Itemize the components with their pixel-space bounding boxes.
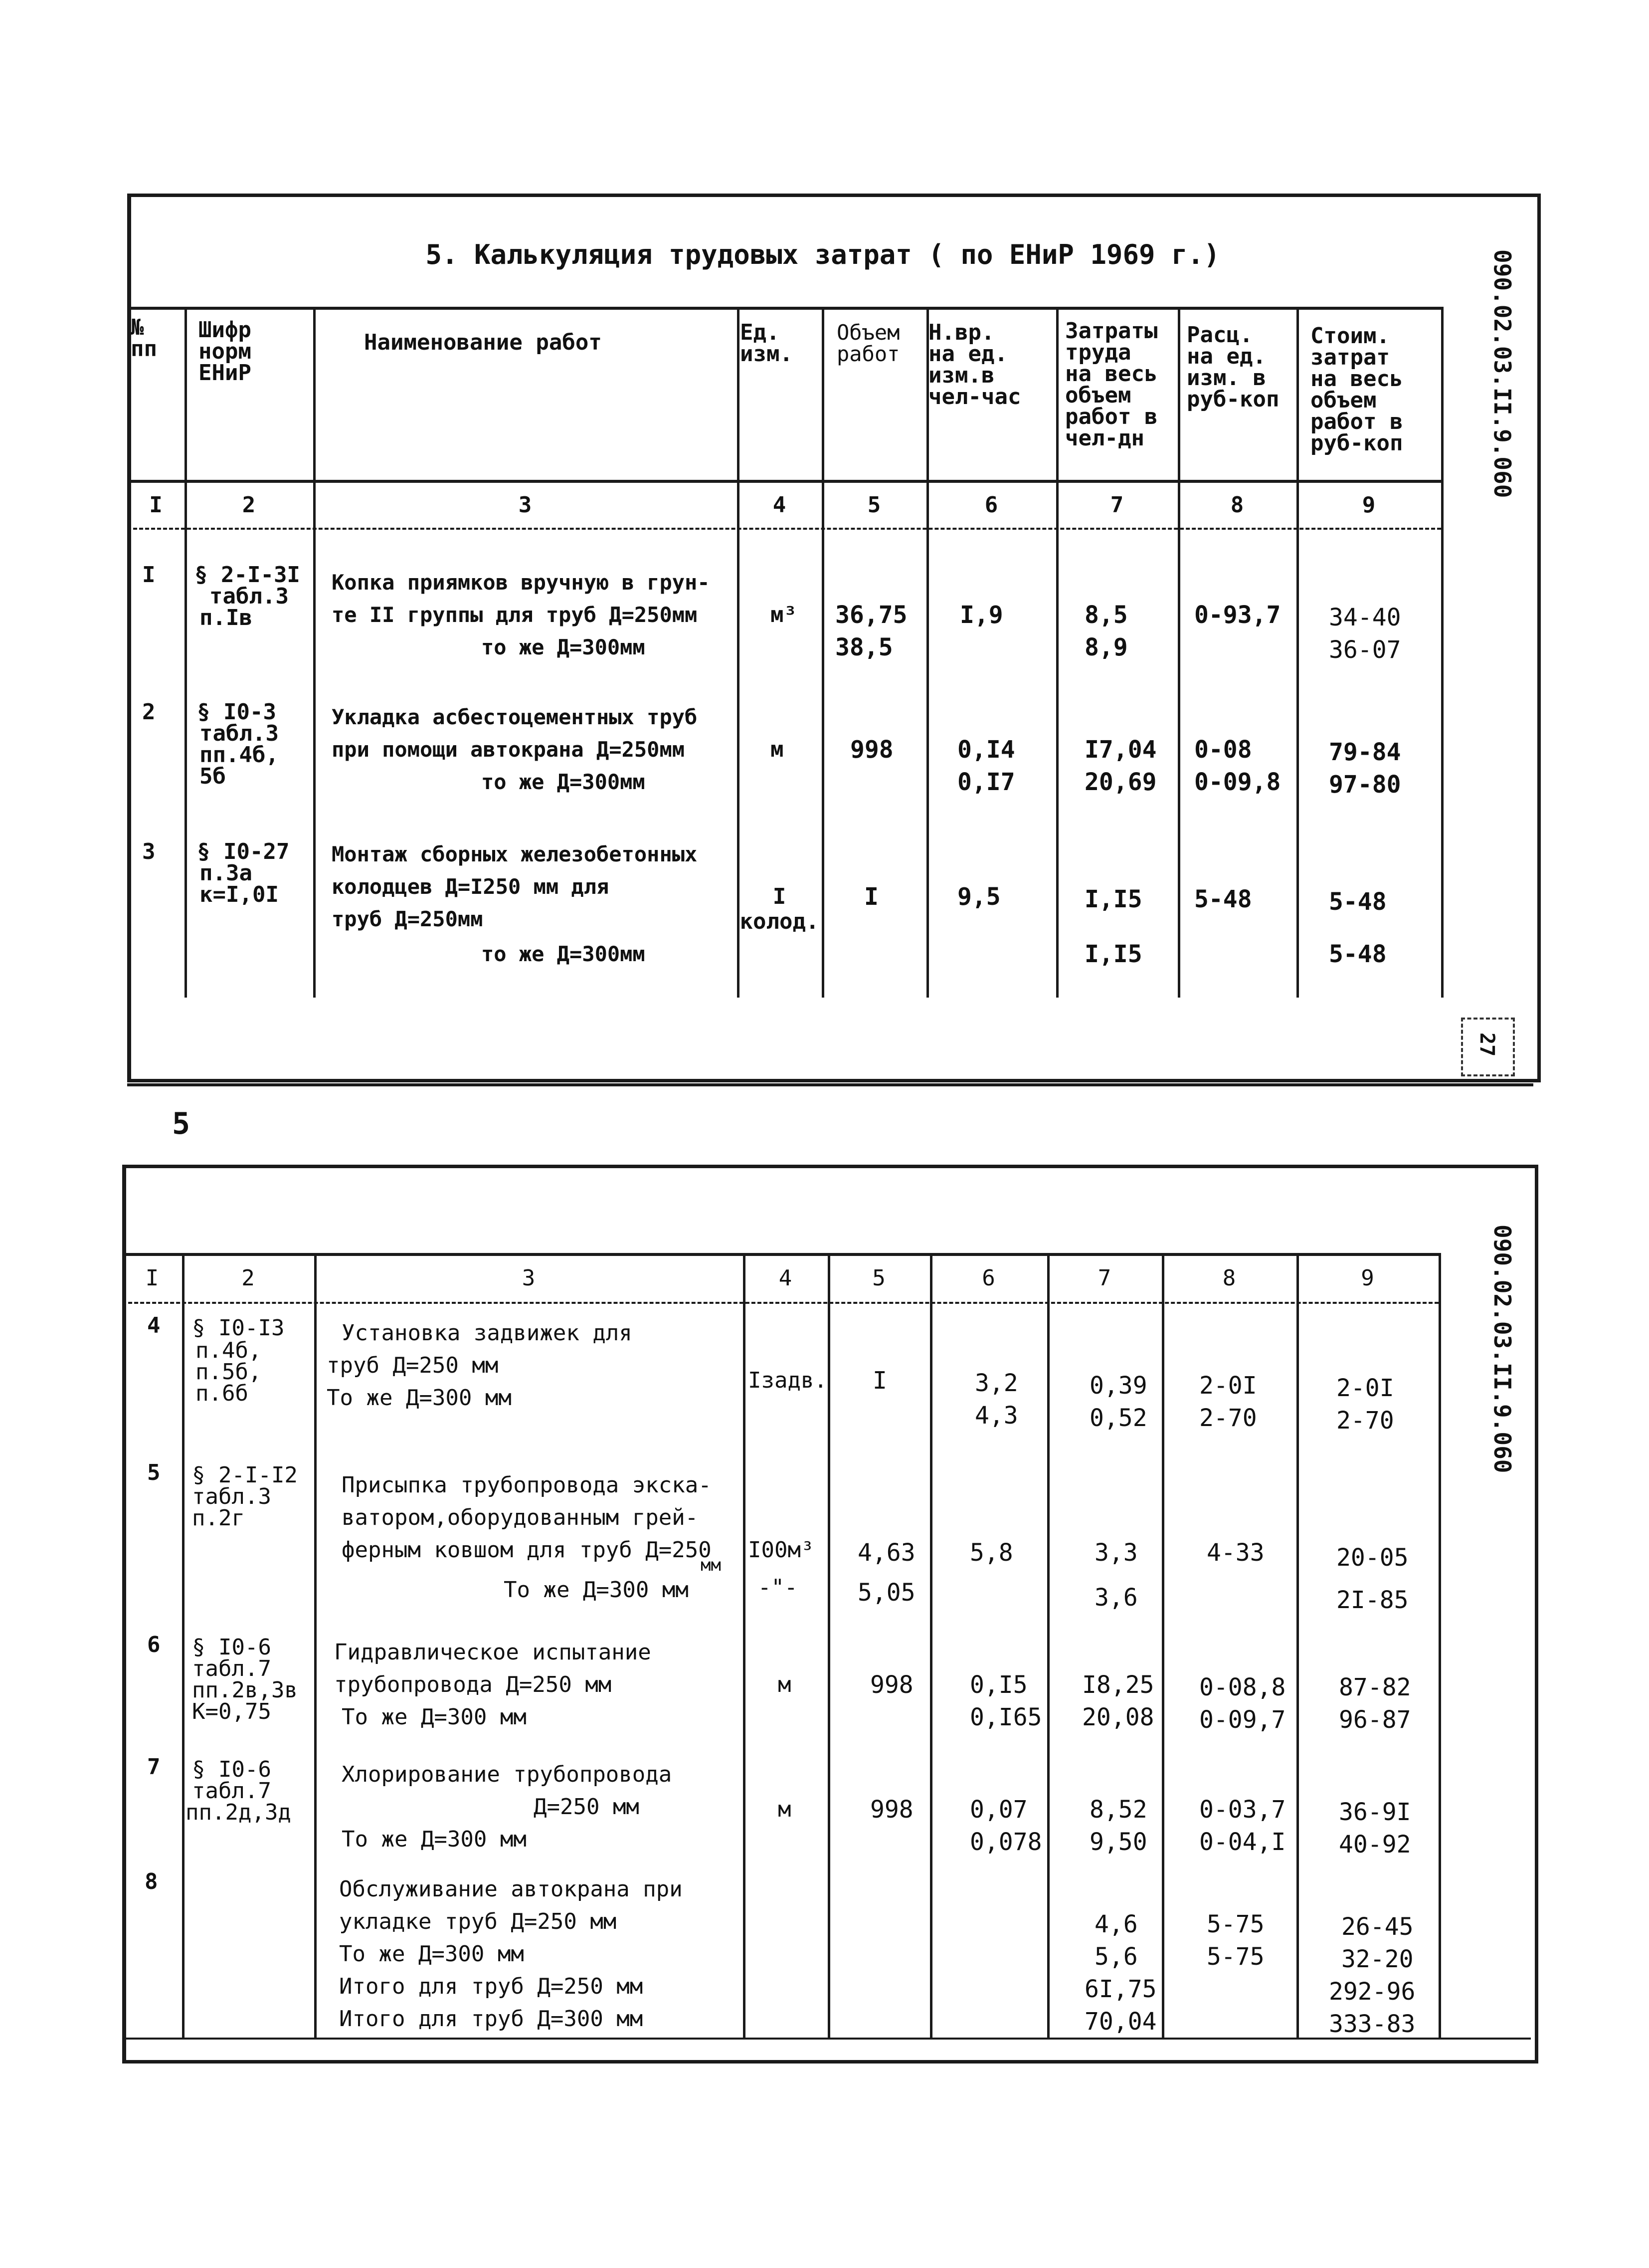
- table1-header-rate: Расц. на ед. изм. в руб-коп: [1187, 322, 1280, 412]
- table1-header-cost: Стоим. затрат на весь объем работ в руб-коп: [1310, 323, 1403, 456]
- table1-row3-name: Монтаж сборных железобетонных: [332, 842, 698, 866]
- table2-row4-volume: I: [873, 1367, 887, 1395]
- table1-row2-unit: м: [770, 737, 784, 762]
- table2-row6-labor: I8,25: [1082, 1671, 1154, 1699]
- table2-row8-labor: 5,6: [1095, 1943, 1138, 1971]
- table2-row7-number: 7: [147, 1754, 161, 1780]
- table1-col-line-2: [313, 307, 316, 998]
- table1-col-line-6: [1056, 307, 1059, 998]
- table1-row2-number: 2: [142, 699, 156, 725]
- table2-col-line-9: [1439, 1253, 1441, 2039]
- table2-row4-rate: 2-0I: [1199, 1372, 1257, 1400]
- table2-row4-name: труб Д=250 мм: [327, 1353, 499, 1378]
- table2-row8-number: 8: [145, 1869, 158, 1894]
- table1-row1-cost: 36-07: [1329, 636, 1401, 664]
- table2-row4-name: То же Д=300 мм: [327, 1385, 512, 1411]
- table2-row8-labor: 4,6: [1095, 1910, 1138, 1938]
- table2-row5-unit: -"-: [758, 1575, 798, 1600]
- table2-row6-code: табл.7: [192, 1656, 271, 1681]
- table1-colnum-5: 5: [867, 492, 881, 518]
- table1-header-labor: Затраты труда на весь объем работ в чел-дн: [1065, 318, 1158, 451]
- table1-row2-labor: I7,04: [1085, 736, 1157, 764]
- table1-header-top-rule: [127, 307, 1441, 310]
- table2-row4-labor: 0,52: [1090, 1404, 1147, 1432]
- table2-row7-name: Хлорирование трубопровода: [342, 1762, 672, 1787]
- total-labor-d300: 70,04: [1085, 2008, 1157, 2036]
- table2-row6-name: Гидравлическое испытание: [334, 1640, 651, 1665]
- table2-row7-norm: 0,078: [970, 1828, 1042, 1856]
- table2-row4-number: 4: [147, 1313, 161, 1338]
- table2-top-inner-rule: [122, 1253, 1439, 1256]
- table2-row6-rate: 0-09,7: [1199, 1706, 1286, 1734]
- table2-row6-cost: 96-87: [1339, 1706, 1411, 1734]
- table2-row5-code: п.2г: [192, 1505, 245, 1531]
- table2-row5-labor: 3,3: [1095, 1539, 1138, 1567]
- table1-row3-code: п.3а: [199, 860, 252, 886]
- table2-row4-code: п.5б,: [195, 1359, 262, 1385]
- table2-row5-volume: 4,63: [858, 1539, 916, 1567]
- table1-colnum-1: I: [149, 492, 163, 518]
- table2-row5-unit: I00м³: [748, 1537, 814, 1563]
- table2-row6-cost: 87-82: [1339, 1673, 1411, 1701]
- total-row-d300: Итого для труб Д=300 мм: [339, 2006, 643, 2032]
- table2-row8-name: Обслуживание автокрана при: [339, 1876, 683, 1902]
- table1-row1-rate: 0-93,7: [1194, 601, 1281, 629]
- total-cost-d250: 292-96: [1329, 1978, 1416, 2006]
- table1-row2-code: пп.4б,: [199, 742, 279, 768]
- table2-row5-norm: 5,8: [970, 1539, 1013, 1567]
- table1-row2-norm: 0,I4: [957, 736, 1015, 764]
- table2-colnum-4: 4: [778, 1265, 792, 1291]
- table1-colnum-4: 4: [772, 492, 786, 518]
- table2-row8-cost: 26-45: [1341, 1913, 1414, 1941]
- table1-header-number: № пп: [131, 315, 157, 362]
- total-labor-d250: 6I,75: [1085, 1975, 1157, 2003]
- table2-bottom-inner-rule: [122, 2038, 1531, 2040]
- table2-row6-labor: 20,08: [1082, 1703, 1154, 1731]
- table1-bottom-rule: [127, 1083, 1533, 1086]
- table1-number-row-rule: [127, 528, 1441, 530]
- table1-row1-name: то же Д=300мм: [481, 635, 645, 659]
- table1-row1-volume: 38,5: [835, 633, 893, 661]
- table2-col-line-4: [828, 1253, 830, 2039]
- table2-row7-labor: 8,52: [1090, 1796, 1147, 1824]
- table2-row7-code: § I0-6: [192, 1757, 271, 1782]
- table1-row1-number: I: [142, 562, 156, 588]
- table1-row3-labor: I,I5: [1085, 885, 1142, 913]
- table1-row1-labor: 8,9: [1085, 633, 1128, 661]
- table2-row5-number: 5: [147, 1460, 161, 1485]
- table2-number-row-rule: [122, 1302, 1439, 1304]
- table1-col-line-4: [822, 307, 824, 998]
- table2-row4-code: § I0-I3: [192, 1315, 285, 1341]
- table2-row6-norm: 0,I5: [970, 1671, 1028, 1699]
- table2-row7-code: пп.2д,3д: [185, 1800, 291, 1825]
- table1-row2-rate: 0-08: [1194, 736, 1252, 764]
- table2-colnum-6: 6: [982, 1265, 995, 1291]
- table1-row2-name: то же Д=300мм: [481, 770, 645, 794]
- total-cost-d300: 333-83: [1329, 2010, 1416, 2038]
- table2-row5-name: То же Д=300 мм: [504, 1577, 689, 1603]
- table2-row6-code: пп.2в,3в: [192, 1677, 298, 1703]
- table2-colnum-3: 3: [522, 1265, 536, 1291]
- table2-row7-name: Д=250 мм: [534, 1794, 639, 1820]
- table1-row3-unit: колод.: [739, 909, 819, 934]
- table1-row2-name: Укладка асбестоцементных труб: [332, 705, 698, 729]
- table2-row4-norm: 4,3: [975, 1402, 1018, 1430]
- table1-colnum-8: 8: [1230, 492, 1244, 518]
- table1-colnum-2: 2: [242, 492, 256, 518]
- table2-row5-name: ватором,оборудованным грей-: [342, 1505, 699, 1530]
- table2-row5-name: Присыпка трубопровода экска-: [342, 1472, 712, 1498]
- table1-row1-name: Копка приямков вручную в грун-: [332, 570, 710, 595]
- table1-row3-norm: 9,5: [957, 883, 1001, 911]
- table1-row3-cost: 5-48: [1329, 888, 1387, 916]
- table2-row4-cost: 2-70: [1336, 1407, 1394, 1435]
- table1-row1-code: табл.3: [209, 584, 289, 609]
- table1-row1-name: те II группы для труб Д=250мм: [332, 603, 698, 627]
- table1-row3-unit: I: [772, 884, 786, 909]
- table2-row8-rate: 5-75: [1207, 1910, 1265, 1938]
- table1-title: 5. Калькуляция трудовых затрат ( по ЕНиР 1969 г.): [425, 239, 1220, 270]
- table2-row8-name: укладке труб Д=250 мм: [339, 1909, 617, 1934]
- table2-row8-rate: 5-75: [1207, 1943, 1265, 1971]
- table2-row6-name: То же Д=300 мм: [342, 1704, 527, 1730]
- table1-row1-norm: I,9: [960, 601, 1003, 629]
- table1-row2-name: при помощи автокрана Д=250мм: [332, 737, 685, 762]
- table1-row1-code: п.Iв: [199, 605, 252, 630]
- table1-row1-unit: м³: [770, 602, 797, 627]
- table1-colnum-7: 7: [1110, 492, 1124, 518]
- table2-row4-labor: 0,39: [1090, 1372, 1147, 1400]
- table1-row2-code: 5б: [199, 764, 226, 789]
- table1-row1-cost: 34-40: [1329, 604, 1401, 631]
- table2-row6-number: 6: [147, 1632, 161, 1657]
- table2-row5-code: § 2-I-I2: [192, 1462, 298, 1488]
- table1-row3-name: колодцев Д=I250 мм для: [332, 874, 609, 899]
- table2-col-line-3: [743, 1253, 745, 2039]
- side-document-code-lower: 090.02.03.II.9.060: [1489, 1225, 1516, 1473]
- table1-row2-volume: 998: [850, 736, 894, 764]
- table2-row7-cost: 36-9I: [1339, 1798, 1411, 1826]
- table1-row3-labor: I,I5: [1085, 940, 1142, 968]
- table2-row8-name: То же Д=300 мм: [339, 1941, 524, 1967]
- table1-header-volume: Объем работ: [837, 320, 900, 366]
- table2-row7-unit: м: [778, 1797, 791, 1822]
- table1-header-unit: Ед. изм.: [740, 320, 793, 367]
- table2-row4-norm: 3,2: [975, 1369, 1018, 1397]
- table2-row4-name: Установка задвижек для: [342, 1320, 632, 1346]
- table2-col-line-8: [1296, 1253, 1299, 2039]
- table1-row3-cost: 5-48: [1329, 940, 1387, 968]
- table1-row2-code: § I0-3: [197, 699, 276, 725]
- table2-row4-code: п.4б,: [195, 1338, 262, 1363]
- table1-row2-cost: 97-80: [1329, 771, 1401, 799]
- table2-row7-code: табл.7: [192, 1778, 271, 1804]
- table2-row7-rate: 0-03,7: [1199, 1796, 1286, 1824]
- table1-colnum-6: 6: [984, 492, 998, 518]
- table2-frame: [122, 1165, 1538, 2063]
- table1-col-line-1: [184, 307, 187, 998]
- table1-colnum-9: 9: [1362, 492, 1376, 518]
- table2-row4-unit: Iзадв.: [748, 1368, 827, 1393]
- table1-row3-name: то же Д=300мм: [481, 942, 645, 966]
- table2-row6-rate: 0-08,8: [1199, 1673, 1286, 1701]
- total-row-d250: Итого для труб Д=250 мм: [339, 1974, 643, 1999]
- table2-row7-volume: 998: [870, 1796, 914, 1824]
- table1-header-code: Шифр норм ЕНиР: [198, 317, 251, 386]
- table1-row2-norm: 0,I7: [957, 768, 1015, 796]
- table2-row6-code: § I0-6: [192, 1635, 271, 1660]
- table1-header-bottom-rule: [127, 480, 1441, 483]
- table2-colnum-8: 8: [1222, 1265, 1236, 1291]
- table2-row5-name: мм: [701, 1555, 721, 1575]
- table1-col-line-8: [1296, 307, 1299, 998]
- table2-col-line-5: [930, 1253, 932, 2039]
- table2-row5-labor: 3,6: [1095, 1584, 1138, 1612]
- table1-header-name: Наименование работ: [364, 330, 602, 355]
- table1-row3-rate: 5-48: [1194, 885, 1252, 913]
- table2-row5-volume: 5,05: [858, 1579, 916, 1607]
- table2-row4-code: п.6б: [195, 1381, 248, 1406]
- table2-colnum-7: 7: [1098, 1265, 1111, 1291]
- table2-col-line-1: [182, 1253, 184, 2039]
- table2-colnum-1: I: [145, 1265, 159, 1291]
- table1-colnum-3: 3: [518, 492, 532, 518]
- side-page-number: 27: [1475, 1032, 1498, 1057]
- table2-colnum-5: 5: [872, 1265, 886, 1291]
- table1-row3-name: труб Д=250мм: [332, 907, 483, 931]
- table1-row2-cost: 79-84: [1329, 738, 1401, 766]
- table2-row7-labor: 9,50: [1090, 1828, 1147, 1856]
- table2-col-line-2: [314, 1253, 317, 2039]
- table2-row7-rate: 0-04,I: [1199, 1828, 1286, 1856]
- table2-row5-code: табл.3: [192, 1484, 271, 1509]
- table1-row3-code: к=I,0I: [199, 882, 279, 907]
- table2-row5-rate: 4-33: [1207, 1539, 1265, 1567]
- table2-row6-name: трубопровода Д=250 мм: [334, 1672, 612, 1697]
- table2-row5-name: ферным ковшом для труб Д=250: [342, 1537, 712, 1563]
- table2-row7-norm: 0,07: [970, 1796, 1028, 1824]
- table1-col-line-5: [926, 307, 929, 998]
- table1-row1-labor: 8,5: [1085, 601, 1128, 629]
- table2-col-line-7: [1162, 1253, 1164, 2039]
- table1-header-norm: Н.вр. на ед. изм.в чел-час: [928, 320, 1021, 410]
- table1-row3-volume: I: [864, 883, 879, 911]
- table1-row2-labor: 20,69: [1085, 768, 1157, 796]
- table1-row1-volume: 36,75: [835, 601, 908, 629]
- table2-row6-norm: 0,I65: [970, 1703, 1042, 1731]
- table2-row4-cost: 2-0I: [1336, 1374, 1394, 1402]
- table1-row2-code: табл.3: [199, 721, 279, 746]
- table2-row6-code: К=0,75: [192, 1699, 271, 1724]
- table2-row7-name: То же Д=300 мм: [342, 1827, 527, 1852]
- table2-row6-unit: м: [778, 1672, 791, 1697]
- table1-row3-code: § I0-27: [197, 839, 290, 864]
- table2-colnum-2: 2: [241, 1265, 255, 1291]
- table2-row8-cost: 32-20: [1341, 1945, 1414, 1973]
- table2-row6-volume: 998: [870, 1671, 914, 1699]
- side-document-code: 090.02.03.II.9.060: [1489, 249, 1516, 498]
- page-number: 5: [172, 1106, 190, 1141]
- table2-row4-rate: 2-70: [1199, 1404, 1257, 1432]
- table1-col-line-9: [1441, 307, 1444, 998]
- table1-row3-number: 3: [142, 839, 156, 864]
- table1-row1-code: § 2-I-3I: [194, 562, 300, 588]
- table2-row5-cost: 20-05: [1336, 1544, 1409, 1572]
- table2-colnum-9: 9: [1361, 1265, 1374, 1291]
- table1-row2-rate: 0-09,8: [1194, 768, 1281, 796]
- table1-col-line-7: [1178, 307, 1180, 998]
- table2-row5-cost: 2I-85: [1336, 1586, 1409, 1614]
- table2-col-line-6: [1047, 1253, 1050, 2039]
- table2-row7-cost: 40-92: [1339, 1831, 1411, 1858]
